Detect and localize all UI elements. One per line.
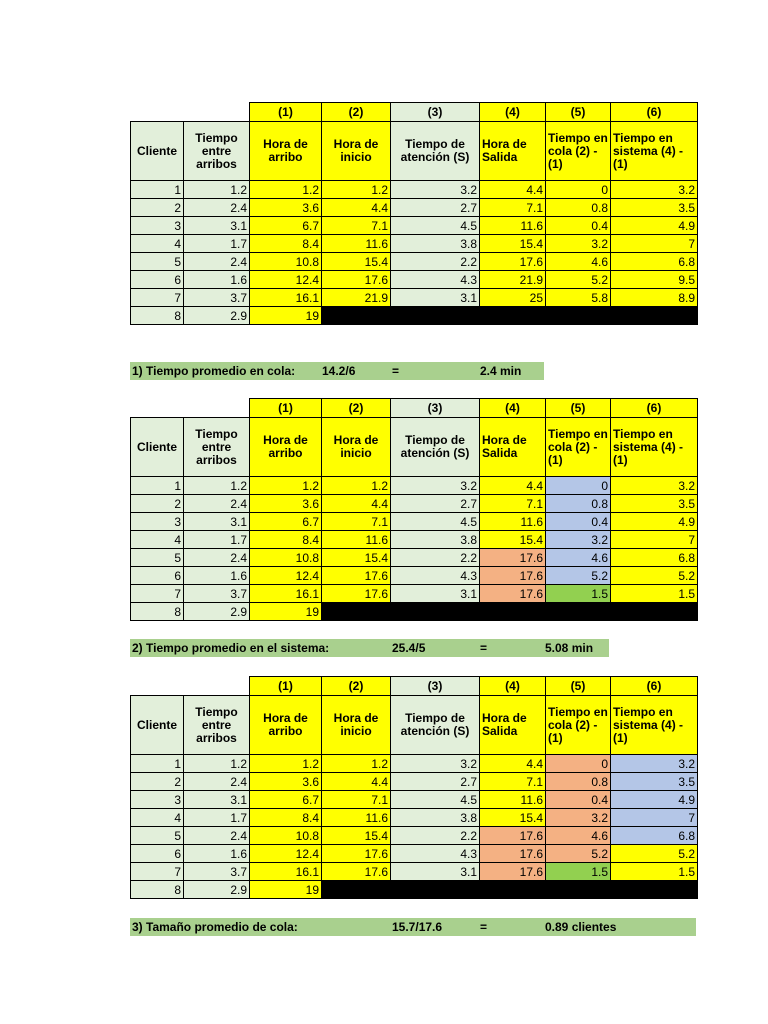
cell-tiempo-entre: 2.4 — [184, 773, 250, 791]
cell-hora-inicio: 4.4 — [322, 773, 391, 791]
table-row — [131, 549, 698, 567]
table-row — [131, 513, 698, 531]
cell-hora-arribo: 6.7 — [250, 217, 322, 235]
cell-tiempo-atencion: 4.3 — [391, 271, 480, 289]
table-row — [131, 585, 698, 603]
col-index-5: (5) — [546, 103, 611, 122]
summary-result: 0.89 clientes — [545, 920, 617, 934]
header-tiempo-atencion: Tiempo de atención (S) — [391, 122, 480, 181]
cell-hora-arribo: 10.8 — [250, 253, 322, 271]
cell-tiempo-cola: 3.2 — [546, 809, 611, 827]
header-hora-inicio: Hora de inicio — [322, 696, 391, 755]
cell-tiempo-atencion: 2.2 — [391, 549, 480, 567]
cell-tiempo-sistema: 3.2 — [611, 181, 698, 199]
cell-hora-inicio: 15.4 — [322, 253, 391, 271]
summary-result: 5.08 min — [545, 641, 594, 655]
cell-tiempo-entre: 2.4 — [184, 495, 250, 513]
cell-tiempo-entre: 2.4 — [184, 199, 250, 217]
cell-tiempo-atencion: 4.5 — [391, 791, 480, 809]
cell-tiempo-atencion: 3.2 — [391, 477, 480, 495]
summary-label: 2) Tiempo promedio en el sistema: — [132, 641, 330, 655]
header-hora-arribo: Hora de arribo — [250, 122, 322, 181]
table-row — [131, 755, 698, 773]
cell-hora-salida: 25 — [480, 289, 546, 307]
cell-cliente: 7 — [131, 289, 184, 307]
header-tiempo-sistema: Tiempo en sistema (4) - (1) — [611, 122, 698, 181]
cell-tiempo-entre: 2.4 — [184, 827, 250, 845]
header-hora-salida: Hora de Salida — [480, 418, 546, 477]
header-index-row — [131, 677, 698, 696]
cell-cliente: 6 — [131, 567, 184, 585]
table-row — [131, 773, 698, 791]
cell-hora-arribo: 3.6 — [250, 199, 322, 217]
cell-tiempo-cola: 5.2 — [546, 271, 611, 289]
blacked-out-cells — [322, 603, 698, 621]
cell-tiempo-entre: 2.4 — [184, 549, 250, 567]
cell-hora-arribo: 10.8 — [250, 549, 322, 567]
cell-hora-inicio: 17.6 — [322, 863, 391, 881]
cell-tiempo-sistema: 5.2 — [611, 845, 698, 863]
cell-hora-inicio: 4.4 — [322, 495, 391, 513]
cell-tiempo-sistema: 8.9 — [611, 289, 698, 307]
cell-tiempo-entre: 2.4 — [184, 253, 250, 271]
cell-hora-inicio: 21.9 — [322, 289, 391, 307]
header-tiempo-entre-arribos: Tiempo entre arribos — [184, 418, 250, 477]
cell-hora-arribo: 10.8 — [250, 827, 322, 845]
cell-hora-inicio: 11.6 — [322, 235, 391, 253]
cell-tiempo-sistema: 3.5 — [611, 495, 698, 513]
col-index-4: (4) — [480, 677, 546, 696]
table-row — [131, 217, 698, 235]
cell-cliente: 5 — [131, 549, 184, 567]
cell-cliente: 7 — [131, 585, 184, 603]
col-index-1: (1) — [250, 103, 322, 122]
cell-cliente: 6 — [131, 845, 184, 863]
cell-tiempo-cola: 4.6 — [546, 549, 611, 567]
table-row — [131, 881, 698, 899]
cell-hora-inicio: 11.6 — [322, 531, 391, 549]
cell-tiempo-atencion: 3.1 — [391, 863, 480, 881]
cell-cliente: 7 — [131, 863, 184, 881]
cell-tiempo-cola: 5.8 — [546, 289, 611, 307]
cell-hora-salida: 17.6 — [480, 549, 546, 567]
cell-hora-inicio: 1.2 — [322, 477, 391, 495]
cell-hora-inicio: 17.6 — [322, 585, 391, 603]
cell-cliente: 1 — [131, 755, 184, 773]
cell-hora-salida: 15.4 — [480, 531, 546, 549]
cell-tiempo-atencion: 4.5 — [391, 217, 480, 235]
cell-tiempo-entre: 3.7 — [184, 863, 250, 881]
cell-hora-salida: 17.6 — [480, 585, 546, 603]
cell-tiempo-atencion: 3.8 — [391, 809, 480, 827]
cell-hora-salida: 7.1 — [480, 495, 546, 513]
cell-cliente: 3 — [131, 217, 184, 235]
cell-tiempo-cola: 4.6 — [546, 827, 611, 845]
cell-hora-inicio: 17.6 — [322, 567, 391, 585]
col-index-3: (3) — [391, 103, 480, 122]
col-index-6: (6) — [611, 103, 698, 122]
summary-equals: = — [480, 920, 488, 934]
cell-tiempo-atencion: 2.7 — [391, 495, 480, 513]
header-index-row — [131, 103, 698, 122]
table-row — [131, 181, 698, 199]
cell-tiempo-atencion: 3.2 — [391, 755, 480, 773]
cell-hora-inicio: 7.1 — [322, 217, 391, 235]
cell-hora-arribo: 8.4 — [250, 809, 322, 827]
table-row — [131, 827, 698, 845]
cell-hora-arribo: 16.1 — [250, 863, 322, 881]
cell-hora-inicio: 7.1 — [322, 791, 391, 809]
cell-tiempo-atencion: 3.1 — [391, 289, 480, 307]
summary-label: 1) Tiempo promedio en cola: — [132, 364, 296, 378]
cell-tiempo-entre: 1.7 — [184, 235, 250, 253]
cell-tiempo-cola: 5.2 — [546, 845, 611, 863]
cell-cliente: 8 — [131, 307, 184, 325]
header-index-row — [131, 399, 698, 418]
cell-tiempo-sistema: 1.5 — [611, 585, 698, 603]
table-row — [131, 289, 698, 307]
cell-tiempo-cola: 0.8 — [546, 773, 611, 791]
summary-bar-2 — [130, 639, 609, 657]
table-row — [131, 271, 698, 289]
cell-hora-arribo: 6.7 — [250, 513, 322, 531]
cell-tiempo-atencion: 3.8 — [391, 235, 480, 253]
cell-hora-salida: 15.4 — [480, 235, 546, 253]
col-index-4: (4) — [480, 103, 546, 122]
cell-tiempo-entre: 3.7 — [184, 289, 250, 307]
cell-tiempo-atencion: 4.3 — [391, 567, 480, 585]
cell-hora-salida: 4.4 — [480, 477, 546, 495]
cell-cliente: 5 — [131, 827, 184, 845]
cell-tiempo-entre: 2.9 — [184, 881, 250, 899]
cell-tiempo-sistema: 7 — [611, 235, 698, 253]
table-row — [131, 567, 698, 585]
cell-tiempo-atencion: 4.3 — [391, 845, 480, 863]
table-row — [131, 809, 698, 827]
header-tiempo-atencion: Tiempo de atención (S) — [391, 696, 480, 755]
cell-tiempo-cola: 0 — [546, 477, 611, 495]
cell-hora-inicio: 15.4 — [322, 827, 391, 845]
header-hora-inicio: Hora de inicio — [322, 122, 391, 181]
cell-cliente: 3 — [131, 513, 184, 531]
col-index-2: (2) — [322, 399, 391, 418]
header-tiempo-cola: Tiempo en cola (2) - (1) — [546, 418, 611, 477]
header-row — [131, 122, 698, 181]
cell-tiempo-entre: 1.6 — [184, 271, 250, 289]
cell-hora-arribo: 12.4 — [250, 845, 322, 863]
cell-hora-arribo: 1.2 — [250, 755, 322, 773]
header-hora-inicio: Hora de inicio — [322, 418, 391, 477]
cell-hora-salida: 15.4 — [480, 809, 546, 827]
cell-tiempo-sistema: 9.5 — [611, 271, 698, 289]
cell-tiempo-cola: 0.4 — [546, 217, 611, 235]
cell-tiempo-entre: 3.1 — [184, 217, 250, 235]
header-tiempo-atencion: Tiempo de atención (S) — [391, 418, 480, 477]
cell-hora-arribo: 3.6 — [250, 495, 322, 513]
cell-hora-arribo: 19 — [250, 881, 322, 899]
cell-tiempo-sistema: 7 — [611, 531, 698, 549]
cell-tiempo-atencion: 2.2 — [391, 253, 480, 271]
cell-tiempo-cola: 5.2 — [546, 567, 611, 585]
summary-label: 3) Tamaño promedio de cola: — [132, 920, 298, 934]
header-tiempo-entre-arribos: Tiempo entre arribos — [184, 122, 250, 181]
cell-hora-salida: 4.4 — [480, 755, 546, 773]
cell-hora-salida: 7.1 — [480, 199, 546, 217]
cell-tiempo-cola: 1.5 — [546, 585, 611, 603]
cell-hora-arribo: 19 — [250, 603, 322, 621]
header-hora-arribo: Hora de arribo — [250, 696, 322, 755]
cell-tiempo-entre: 2.9 — [184, 603, 250, 621]
col-index-2: (2) — [322, 103, 391, 122]
cell-hora-arribo: 12.4 — [250, 271, 322, 289]
header-cliente: Cliente — [131, 418, 184, 477]
table-row — [131, 845, 698, 863]
cell-tiempo-atencion: 2.7 — [391, 773, 480, 791]
cell-hora-arribo: 19 — [250, 307, 322, 325]
header-tiempo-entre-arribos: Tiempo entre arribos — [184, 696, 250, 755]
cell-hora-arribo: 12.4 — [250, 567, 322, 585]
header-hora-salida: Hora de Salida — [480, 122, 546, 181]
cell-hora-salida: 11.6 — [480, 217, 546, 235]
cell-tiempo-sistema: 4.9 — [611, 513, 698, 531]
cell-hora-salida: 17.6 — [480, 827, 546, 845]
summary-formula: 14.2/6 — [322, 364, 356, 378]
cell-tiempo-cola: 3.2 — [546, 235, 611, 253]
cell-tiempo-sistema: 3.2 — [611, 755, 698, 773]
col-index-4: (4) — [480, 399, 546, 418]
cell-tiempo-sistema: 3.2 — [611, 477, 698, 495]
cell-tiempo-entre: 1.6 — [184, 845, 250, 863]
table-row — [131, 253, 698, 271]
cell-tiempo-sistema: 6.8 — [611, 549, 698, 567]
cell-hora-inicio: 1.2 — [322, 755, 391, 773]
cell-cliente: 6 — [131, 271, 184, 289]
summary-equals: = — [392, 364, 400, 378]
header-tiempo-sistema: Tiempo en sistema (4) - (1) — [611, 696, 698, 755]
table-row — [131, 863, 698, 881]
cell-tiempo-sistema: 3.5 — [611, 199, 698, 217]
cell-hora-salida: 7.1 — [480, 773, 546, 791]
cell-cliente: 4 — [131, 809, 184, 827]
summary-bar-3 — [130, 918, 696, 936]
table-row — [131, 495, 698, 513]
table-row — [131, 531, 698, 549]
cell-hora-arribo: 6.7 — [250, 791, 322, 809]
cell-hora-inicio: 4.4 — [322, 199, 391, 217]
cell-tiempo-cola: 0 — [546, 755, 611, 773]
cell-tiempo-sistema: 6.8 — [611, 253, 698, 271]
cell-cliente: 5 — [131, 253, 184, 271]
header-tiempo-cola: Tiempo en cola (2) - (1) — [546, 696, 611, 755]
cell-tiempo-cola: 1.5 — [546, 863, 611, 881]
col-index-1: (1) — [250, 677, 322, 696]
cell-tiempo-entre: 1.7 — [184, 531, 250, 549]
cell-hora-salida: 11.6 — [480, 513, 546, 531]
summary-equals: = — [480, 641, 488, 655]
cell-hora-arribo: 8.4 — [250, 531, 322, 549]
cell-tiempo-atencion: 3.8 — [391, 531, 480, 549]
cell-tiempo-entre: 1.2 — [184, 477, 250, 495]
cell-tiempo-cola: 0.8 — [546, 495, 611, 513]
cell-hora-salida: 17.6 — [480, 253, 546, 271]
cell-cliente: 4 — [131, 235, 184, 253]
col-index-6: (6) — [611, 399, 698, 418]
cell-tiempo-atencion: 3.2 — [391, 181, 480, 199]
cell-tiempo-cola: 0 — [546, 181, 611, 199]
cell-tiempo-sistema: 1.5 — [611, 863, 698, 881]
cell-tiempo-entre: 3.1 — [184, 791, 250, 809]
blacked-out-cells — [322, 881, 698, 899]
col-index-5: (5) — [546, 677, 611, 696]
cell-cliente: 3 — [131, 791, 184, 809]
cell-cliente: 2 — [131, 199, 184, 217]
summary-bar-1 — [130, 362, 544, 380]
summary-result: 2.4 min — [480, 364, 522, 378]
table-row — [131, 477, 698, 495]
cell-tiempo-cola: 0.4 — [546, 791, 611, 809]
cell-tiempo-cola: 3.2 — [546, 531, 611, 549]
cell-hora-arribo: 16.1 — [250, 585, 322, 603]
summary-formula: 25.4/5 — [392, 641, 426, 655]
cell-tiempo-cola: 0.8 — [546, 199, 611, 217]
col-index-6: (6) — [611, 677, 698, 696]
table-row — [131, 603, 698, 621]
cell-tiempo-entre: 1.2 — [184, 755, 250, 773]
cell-hora-arribo: 3.6 — [250, 773, 322, 791]
cell-tiempo-cola: 0.4 — [546, 513, 611, 531]
header-tiempo-cola: Tiempo en cola (2) - (1) — [546, 122, 611, 181]
queue-table-1 — [130, 102, 698, 325]
col-index-3: (3) — [391, 677, 480, 696]
cell-tiempo-entre: 2.9 — [184, 307, 250, 325]
col-index-5: (5) — [546, 399, 611, 418]
table-row — [131, 235, 698, 253]
header-row — [131, 696, 698, 755]
cell-tiempo-atencion: 4.5 — [391, 513, 480, 531]
cell-tiempo-sistema: 3.5 — [611, 773, 698, 791]
cell-cliente: 1 — [131, 477, 184, 495]
table-row — [131, 307, 698, 325]
cell-hora-inicio: 17.6 — [322, 271, 391, 289]
cell-hora-salida: 17.6 — [480, 863, 546, 881]
header-hora-arribo: Hora de arribo — [250, 418, 322, 477]
cell-hora-inicio: 7.1 — [322, 513, 391, 531]
col-index-2: (2) — [322, 677, 391, 696]
cell-hora-salida: 11.6 — [480, 791, 546, 809]
cell-hora-salida: 4.4 — [480, 181, 546, 199]
cell-hora-salida: 17.6 — [480, 567, 546, 585]
header-cliente: Cliente — [131, 122, 184, 181]
table-row — [131, 199, 698, 217]
cell-cliente: 8 — [131, 603, 184, 621]
cell-hora-inicio: 15.4 — [322, 549, 391, 567]
cell-hora-arribo: 1.2 — [250, 477, 322, 495]
cell-hora-salida: 17.6 — [480, 845, 546, 863]
cell-hora-arribo: 8.4 — [250, 235, 322, 253]
cell-tiempo-cola: 4.6 — [546, 253, 611, 271]
cell-hora-inicio: 1.2 — [322, 181, 391, 199]
cell-cliente: 2 — [131, 773, 184, 791]
cell-tiempo-atencion: 2.2 — [391, 827, 480, 845]
cell-hora-arribo: 1.2 — [250, 181, 322, 199]
cell-cliente: 1 — [131, 181, 184, 199]
cell-tiempo-entre: 1.6 — [184, 567, 250, 585]
table-row — [131, 791, 698, 809]
cell-tiempo-entre: 3.1 — [184, 513, 250, 531]
cell-tiempo-atencion: 3.1 — [391, 585, 480, 603]
cell-tiempo-entre: 1.2 — [184, 181, 250, 199]
cell-tiempo-sistema: 4.9 — [611, 791, 698, 809]
cell-cliente: 4 — [131, 531, 184, 549]
cell-tiempo-sistema: 5.2 — [611, 567, 698, 585]
cell-tiempo-atencion: 2.7 — [391, 199, 480, 217]
queue-table-3 — [130, 676, 698, 899]
col-index-3: (3) — [391, 399, 480, 418]
cell-tiempo-entre: 3.7 — [184, 585, 250, 603]
cell-hora-salida: 21.9 — [480, 271, 546, 289]
col-index-1: (1) — [250, 399, 322, 418]
cell-tiempo-sistema: 7 — [611, 809, 698, 827]
cell-hora-inicio: 11.6 — [322, 809, 391, 827]
blacked-out-cells — [322, 307, 698, 325]
cell-cliente: 8 — [131, 881, 184, 899]
cell-hora-inicio: 17.6 — [322, 845, 391, 863]
cell-tiempo-sistema: 6.8 — [611, 827, 698, 845]
cell-hora-arribo: 16.1 — [250, 289, 322, 307]
cell-tiempo-entre: 1.7 — [184, 809, 250, 827]
summary-formula: 15.7/17.6 — [392, 920, 443, 934]
queue-table-2 — [130, 398, 698, 621]
cell-cliente: 2 — [131, 495, 184, 513]
cell-tiempo-sistema: 4.9 — [611, 217, 698, 235]
header-cliente: Cliente — [131, 696, 184, 755]
header-hora-salida: Hora de Salida — [480, 696, 546, 755]
header-tiempo-sistema: Tiempo en sistema (4) - (1) — [611, 418, 698, 477]
header-row — [131, 418, 698, 477]
